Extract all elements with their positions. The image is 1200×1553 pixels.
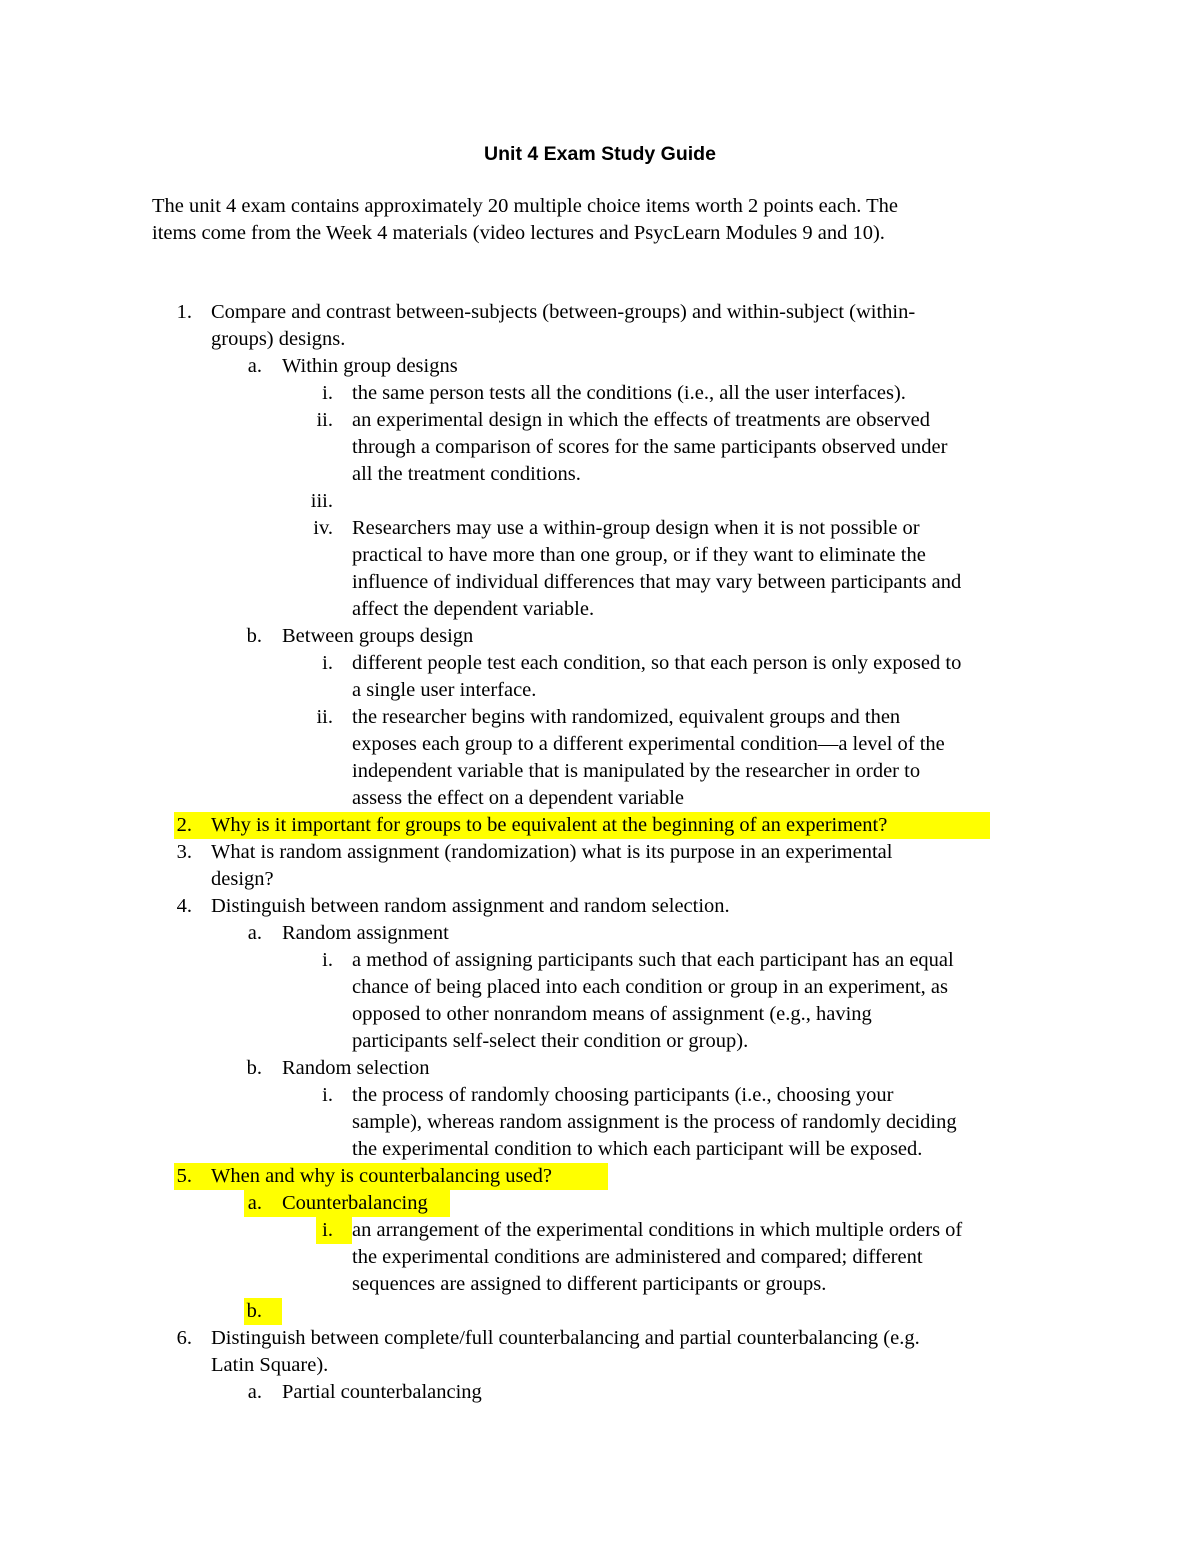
detail-text: through a comparison of scores for the same participants observed under [352,436,948,458]
detail-text: influence of individual differences that may vary between participants and [352,571,962,593]
detail-item [0,704,1200,731]
detail-numeral: ii. [316,409,333,431]
detail-numeral: ii. [316,706,333,728]
detail-item [0,1109,1200,1136]
detail-item [0,596,1200,623]
question-text: design? [211,868,274,890]
question-3-line [0,839,1200,866]
detail-item [0,461,1200,488]
detail-text: a single user interface. [352,679,537,701]
intro-line: The unit 4 exam contains approximately 20 multiple choice items worth 2 points each. The [152,195,898,217]
detail-numeral: i. [322,949,333,971]
detail-item [0,380,1200,407]
detail-text: exposes each group to a different experimental condition—a level of the [352,733,945,755]
question-number: 5. [176,1165,192,1187]
detail-text: opposed to other nonrandom means of assignment (e.g., having [352,1003,872,1025]
detail-text: the process of randomly choosing participants (i.e., choosing your [352,1084,894,1106]
question-text: Compare and contrast between-subjects (between-groups) and within-subject (within- [211,301,916,323]
detail-text: a method of assigning participants such that each participant has an equal [352,949,954,971]
detail-item [0,758,1200,785]
detail-text: the experimental condition to which each participant will be exposed. [352,1138,923,1160]
question-number: 3. [176,841,192,863]
detail-item [0,731,1200,758]
detail-item [0,542,1200,569]
intro-paragraph [152,193,1032,247]
detail-text: different people test each condition, so that each person is only exposed to [352,652,962,674]
intro-line: items come from the Week 4 materials (video lectures and PsycLearn Modules 9 and 10). [152,222,885,244]
detail-numeral: i. [322,652,333,674]
detail-item [0,1001,1200,1028]
detail-numeral: iii. [310,490,333,512]
detail-numeral: i. [322,1219,333,1241]
detail-text: Researchers may use a within-group design when it is not possible or [352,517,920,539]
detail-text: the same person tests all the conditions (i.e., all the user interfaces). [352,382,906,404]
sub-item-text: Counterbalancing [282,1192,428,1214]
sub-item-text: Within group designs [282,355,458,377]
question-text: Why is it important for groups to be equivalent at the beginning of an experiment? [211,814,888,836]
detail-item [0,1028,1200,1055]
question-number: 2. [176,814,192,836]
detail-item [0,974,1200,1001]
detail-text: an arrangement of the experimental conditions in which multiple orders of [352,1219,963,1241]
sub-item-text: Partial counterbalancing [282,1381,482,1403]
detail-item [0,569,1200,596]
sub-item-letter: a. [247,922,262,944]
sub-item-random-assignment [0,920,1200,947]
sub-item-text: Random selection [282,1057,430,1079]
detail-item [0,434,1200,461]
sub-item-letter: b. [246,1057,262,1079]
detail-text: assess the effect on a dependent variable [352,787,685,809]
question-number: 1. [176,301,192,323]
detail-numeral: i. [322,1084,333,1106]
sub-item-text: Between groups design [282,625,474,647]
detail-text: sequences are assigned to different participants or groups. [352,1273,827,1295]
sub-item-letter: b. [246,1300,262,1322]
sub-item-within-group [0,353,1200,380]
question-4-line [0,893,1200,920]
detail-text: the experimental conditions are administered and compared; different [352,1246,923,1268]
detail-text: participants self-select their condition or group). [352,1030,749,1052]
question-3-line [0,866,1200,893]
question-6-line [0,1352,1200,1379]
sub-item-letter: a. [247,355,262,377]
detail-text: affect the dependent variable. [352,598,595,620]
sub-item-counterbalancing [0,1190,1200,1217]
detail-text: the researcher begins with randomized, equivalent groups and then [352,706,901,728]
sub-item-between-groups [0,623,1200,650]
question-text: Distinguish between complete/full counterbalancing and partial counterbalancing (e.g. [211,1327,920,1349]
detail-item [0,650,1200,677]
detail-text: independent variable that is manipulated by the researcher in order to [352,760,921,782]
question-text: Distinguish between random assignment and random selection. [211,895,730,917]
detail-item [0,488,1200,515]
detail-item [0,407,1200,434]
question-text: Latin Square). [211,1354,329,1376]
study-question-list [0,299,1200,1406]
sub-item-text: Random assignment [282,922,449,944]
detail-item [0,1136,1200,1163]
detail-text: an experimental design in which the effects of treatments are observed [352,409,930,431]
detail-item [0,1271,1200,1298]
question-text: groups) designs. [211,328,346,350]
detail-item [0,1217,1200,1244]
sub-item-partial-counterbalancing [0,1379,1200,1406]
detail-text: practical to have more than one group, or if they want to eliminate the [352,544,926,566]
question-1-line [0,326,1200,353]
question-2-line [0,812,1200,839]
sub-item-letter: b. [246,625,262,647]
detail-numeral: iv. [313,517,333,539]
question-6-line [0,1325,1200,1352]
detail-item [0,1082,1200,1109]
sub-item-letter: a. [247,1381,262,1403]
detail-numeral: i. [322,382,333,404]
detail-item [0,515,1200,542]
detail-item [0,677,1200,704]
detail-text: sample), whereas random assignment is the process of randomly deciding [352,1111,957,1133]
question-number: 4. [176,895,192,917]
detail-item [0,947,1200,974]
document-title: Unit 4 Exam Study Guide [484,143,716,165]
detail-item [0,1244,1200,1271]
detail-text: chance of being placed into each condition or group in an experiment, as [352,976,948,998]
question-text: When and why is counterbalancing used? [211,1165,552,1187]
question-1-line [0,299,1200,326]
question-text: What is random assignment (randomization) what is its purpose in an experimental [211,841,893,863]
sub-item-letter: a. [247,1192,262,1214]
sub-item-random-selection [0,1055,1200,1082]
detail-item [0,785,1200,812]
question-number: 6. [176,1327,192,1349]
sub-item-empty [0,1298,1200,1325]
question-5-line [0,1163,1200,1190]
detail-text: all the treatment conditions. [352,463,581,485]
